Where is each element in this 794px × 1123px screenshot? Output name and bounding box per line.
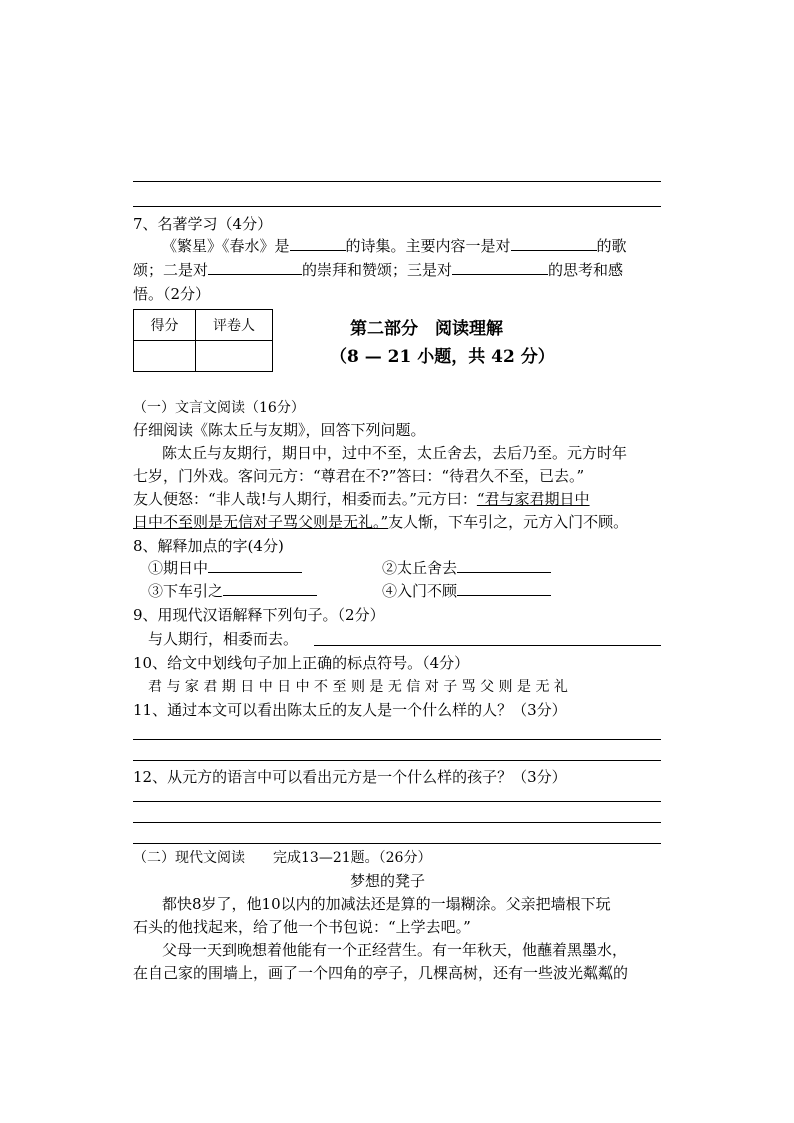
answer-line[interactable]	[133, 760, 661, 761]
section1-instruction: 仔细阅读《陈太丘与友期》，回答下列问题。	[133, 421, 426, 439]
answer-line[interactable]	[133, 801, 661, 802]
q8-title: 8、解释加点的字(4分)	[133, 537, 284, 555]
q7-text: 的歌	[596, 237, 627, 255]
story-paragraph: 在自己家的围墙上，画了一个四角的亭子，几棵高树，还有一些波光粼粼的	[133, 964, 629, 982]
q7-line2	[133, 260, 623, 280]
q8-item-label: ②太丘舍去	[382, 559, 458, 577]
q9-title: 9、用现代汉语解释下列句子。（2分）	[133, 606, 385, 624]
answer-line[interactable]	[133, 843, 661, 844]
q8-item	[148, 558, 302, 578]
part2-title: 第二部分 阅读理解	[350, 319, 503, 339]
score-table	[133, 309, 273, 372]
section2-heading: （二）现代文阅读 完成13—21题。（26分）	[133, 850, 432, 866]
answer-line[interactable]	[314, 645, 661, 646]
q10-title: 10、给文中划线句子加上正确的标点符号。（4分）	[133, 654, 470, 672]
fill-blank[interactable]	[457, 581, 551, 596]
section1-heading: （一）文言文阅读（16分）	[133, 400, 305, 416]
fill-blank[interactable]	[457, 558, 551, 573]
q7-line3: 悟。（2分）	[133, 285, 211, 303]
story-paragraph: 都快8岁了，他10以内的加减法还是算的一塌糊涂。父亲把墙根下玩	[162, 895, 611, 913]
passage-text: 友人惭，下车引之，元方入门不顾。	[388, 513, 629, 531]
q10-sentence: 君 与 家 君 期 日 中 日 中 不 至 则 是 无 信 对 子 骂 父 则 是 无 礼	[148, 679, 568, 695]
q8-item-label: ①期日中	[148, 559, 209, 577]
q8-item	[382, 558, 551, 578]
q7-text: 的诗集。主要内容一是对	[345, 237, 511, 255]
fill-blank[interactable]	[208, 260, 302, 275]
q8-item	[148, 581, 317, 601]
q7-title: 7、名著学习（4分）	[133, 215, 273, 233]
passage-line	[133, 489, 590, 509]
q7-text: 颂；二是对	[133, 261, 209, 279]
q8-item-label: ③下车引之	[148, 582, 224, 600]
grader-header: 评卷人	[196, 310, 273, 341]
q12-title: 12、从元方的语言中可以看出元方是一个什么样的孩子？（3分）	[133, 768, 567, 786]
underlined-sentence: 日中不至则是无信对子骂父则是无礼。”	[133, 513, 389, 531]
story-paragraph: 石头的他找起来，给了他一个书包说：“上学去吧。”	[133, 918, 471, 936]
part2-subtitle: （8 — 21 小题，共 42 分）	[330, 347, 555, 367]
underlined-sentence: “君与家君期日中	[476, 490, 590, 508]
q8-item-label: ④入门不顾	[382, 582, 458, 600]
answer-line[interactable]	[133, 739, 661, 740]
q7-text: 的崇拜和赞颂；三是对	[302, 261, 453, 279]
story-title: 梦想的凳子	[350, 872, 426, 890]
score-header: 得分	[134, 310, 196, 341]
q9-sentence: 与人期行，相委而去。	[148, 630, 299, 648]
story-paragraph: 父母一天到晚想着他能有一个正经营生。有一年秋天，他蘸着黑墨水，	[162, 941, 628, 959]
fill-blank[interactable]	[208, 558, 302, 573]
q7-line1	[162, 236, 627, 256]
passage-line: 七岁，门外戏。客问元方：“尊君在不?”答曰：“待君久不至，已去。”	[133, 467, 585, 485]
answer-line	[133, 181, 661, 182]
q7-text: 的思考和感	[548, 261, 624, 279]
fill-blank[interactable]	[223, 581, 317, 596]
q7-text: 《繁星》《春水》是	[162, 237, 290, 255]
fill-blank[interactable]	[452, 260, 548, 275]
passage-line: 陈太丘与友期行，期日中，过中不至，太丘舍去，去后乃至。元方时年	[162, 444, 628, 462]
q11-title: 11、通过本文可以看出陈太丘的友人是一个什么样的人？（3分）	[133, 701, 567, 719]
answer-line[interactable]	[133, 822, 661, 823]
grader-cell[interactable]	[196, 341, 273, 372]
fill-blank[interactable]	[290, 236, 346, 251]
passage-line	[133, 512, 628, 532]
answer-line	[133, 206, 661, 207]
q8-item	[382, 581, 551, 601]
passage-text: 友人便怒：“非人哉!与人期行，相委而去。”元方曰：	[133, 490, 477, 508]
fill-blank[interactable]	[511, 236, 597, 251]
score-cell[interactable]	[134, 341, 196, 372]
